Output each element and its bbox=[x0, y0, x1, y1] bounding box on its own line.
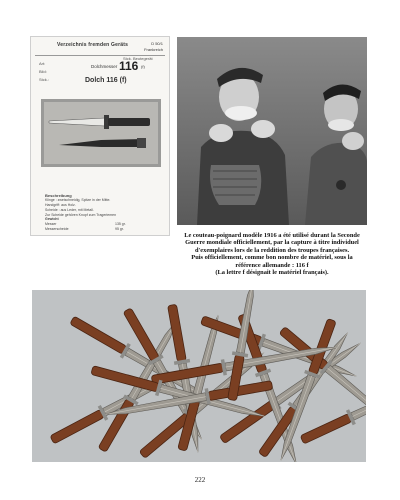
catalog-sheet-description-line: Scheide : aus Leder, mit Metall. bbox=[45, 208, 94, 212]
caption-line: référence allemande : 116 f bbox=[235, 261, 309, 269]
catalog-sheet-label: Stck.: bbox=[39, 77, 50, 82]
catalog-sheet-ref: D 50/1 bbox=[151, 41, 163, 46]
catalog-sheet-title: Verzeichnis fremden Geräts bbox=[57, 42, 129, 48]
knives-collection-photo bbox=[32, 290, 366, 462]
caption-line: Guerre mondiale officiellement, par la capture à titre individuel bbox=[185, 239, 359, 247]
caption-line: d'exemplaires lors de la reddition des troupes françaises. bbox=[194, 246, 350, 254]
catalog-sheet-label: Stck. Beutegerät bbox=[123, 56, 153, 61]
catalog-sheet-weights bbox=[45, 217, 155, 232]
weight-value: 135 gr. bbox=[115, 222, 126, 226]
catalog-sheet-label: Art: bbox=[39, 61, 46, 66]
catalog-sheet-description bbox=[45, 193, 155, 218]
catalog-sheet-header bbox=[35, 41, 165, 56]
catalog-sheet-item-name: Dolchmesser bbox=[91, 64, 118, 69]
caption-line: Le couteau-poignard modèle 1916 a été utilisé durant la Seconde bbox=[184, 232, 360, 239]
catalog-sheet-model: Dolch 116 (f) bbox=[85, 77, 127, 84]
weight-label: Messer bbox=[45, 222, 57, 226]
weight-label: Messerscheide bbox=[45, 227, 69, 231]
catalog-sheet-country: Frankreich bbox=[144, 47, 163, 52]
catalog-sheet-weights-heading: Gewicht bbox=[45, 217, 59, 221]
catalog-sheet-description-line: Zur Scheide gehören Knopf zum Trageriemen bbox=[45, 213, 117, 217]
catalog-sheet-description-line: Klinge : zweischneidig, Spitze in der Mitte. bbox=[45, 198, 111, 202]
photo-caption bbox=[176, 232, 368, 276]
caption-line: Puis officiellement, comme bon nombre de matériel, sous la bbox=[191, 254, 353, 262]
page-number: 222 bbox=[194, 476, 206, 484]
soldiers-photo bbox=[177, 37, 367, 225]
catalog-sheet-description-line: Handgriff: aus Holz. bbox=[45, 203, 76, 207]
weight-value: 95 gr. bbox=[115, 227, 124, 231]
catalog-sheet-description-heading: Beschreibung bbox=[45, 193, 72, 198]
catalog-sheet-label: Bild: bbox=[39, 69, 47, 74]
caption-line: (La lettre f désignait le matériel français). bbox=[215, 269, 329, 277]
catalog-sheet-code-suffix: (f) bbox=[141, 64, 145, 69]
catalog-sheet-code: 116 bbox=[119, 59, 139, 73]
catalog-sheet-knife-photo bbox=[41, 99, 161, 167]
catalog-sheet-image bbox=[30, 36, 170, 236]
